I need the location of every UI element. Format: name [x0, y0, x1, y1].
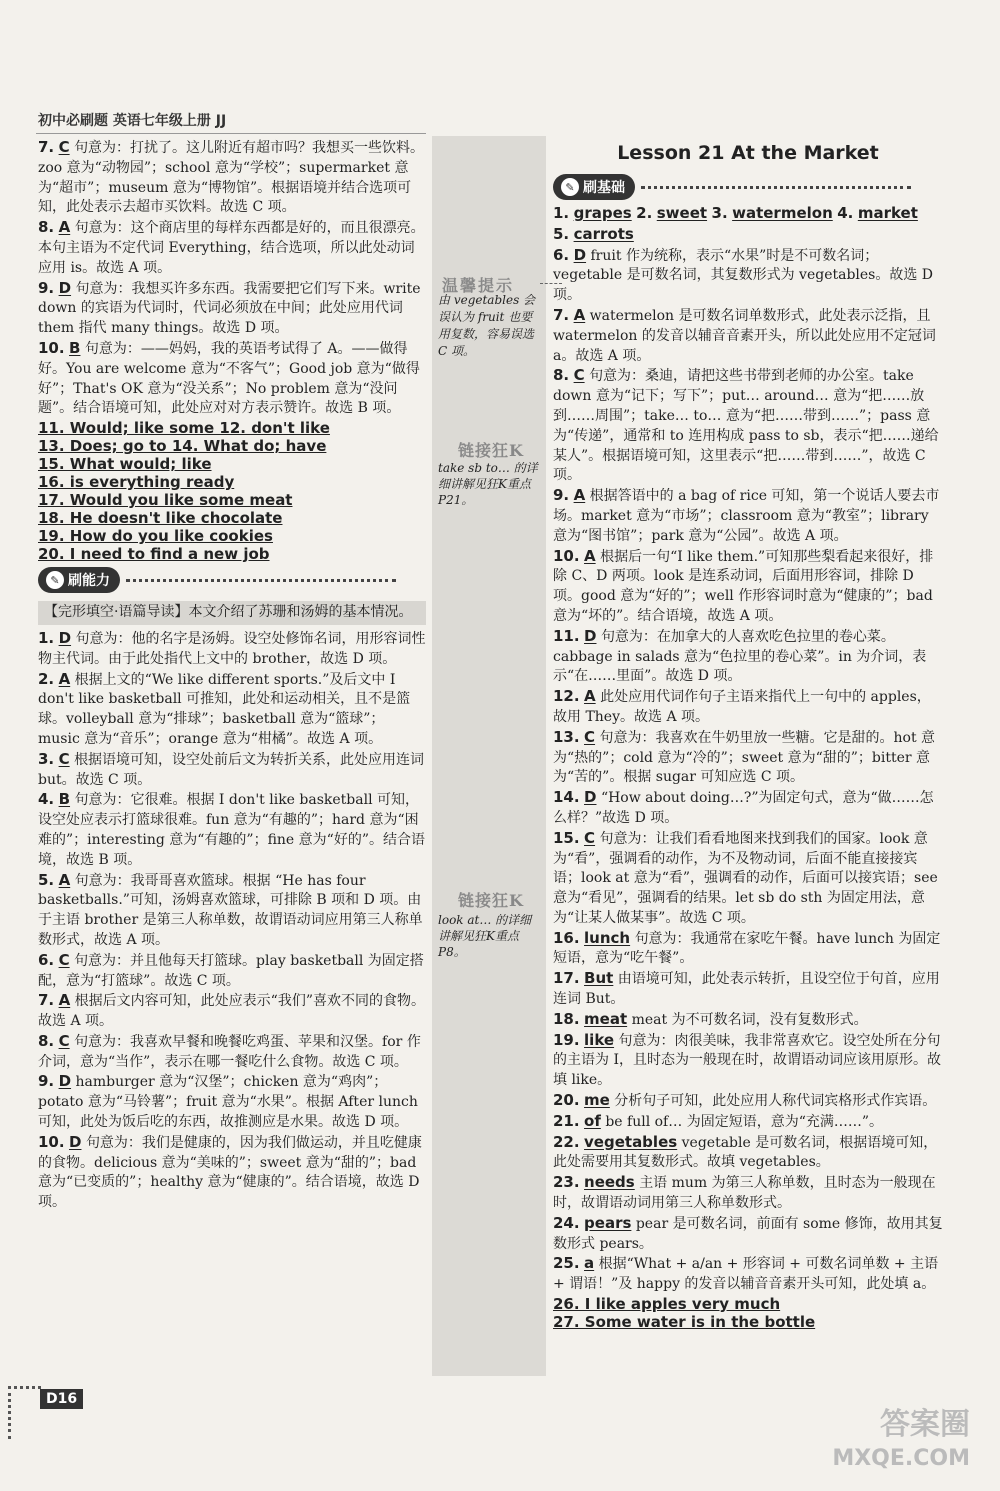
item-explanation: 句意为：——妈妈，我的英语考试得了 A。——做得好。You are welcome 意为“不客气”；Good job 意为“做得好”；That's OK 意为“没关系”；No problem 意为“没问题”。结合语境可知，此处应对对方表示赞许。故选 B 项。: [38, 340, 420, 417]
item-answer: A: [584, 687, 596, 706]
item-number: 9.: [38, 1072, 55, 1091]
watermark-line2: MXQE.COM: [832, 1446, 970, 1471]
item-answer: A: [58, 669, 71, 688]
answer-item: [553, 929, 943, 970]
lesson-title: Lesson 21 At the Market: [617, 142, 879, 164]
badge-label: 刷能力: [68, 573, 110, 590]
answer-item: [553, 306, 943, 366]
item-explanation: 句意为：我通常在家吃午餐。have lunch 为固定短语，意为“吃午餐”。: [553, 930, 941, 967]
item-answer: But: [584, 969, 614, 988]
item-answer: market: [857, 204, 918, 222]
badge-dots: [126, 579, 396, 582]
item-number: 6.: [553, 245, 570, 264]
item-number: 4.: [38, 790, 55, 809]
item-answer: A: [58, 218, 71, 237]
item-number: 7.: [38, 991, 55, 1010]
item-explanation: 句意为：他的名字是汤姆。设空处修饰名词，用形容词性物主代词。由于此处指代上文中的 brother，故选 D 项。: [38, 630, 426, 667]
item-number: 9.: [38, 278, 55, 297]
answer-item: [38, 1032, 426, 1073]
answer-item: [553, 366, 943, 486]
item-answer: meat: [584, 1009, 628, 1028]
item-answer: A: [58, 870, 71, 889]
item-number: 7.: [38, 138, 55, 156]
item-number: 21.: [553, 1111, 580, 1130]
answer-item: [553, 687, 943, 728]
item-answer: A: [58, 991, 71, 1010]
left-answers-b: [38, 629, 426, 1213]
item-number: 1.: [38, 628, 55, 647]
answer-item: [38, 790, 426, 870]
watermark-line1: 答案圈: [880, 1407, 970, 1442]
item-answer: pears: [584, 1213, 632, 1232]
item-number: 24.: [553, 1213, 580, 1232]
left-column: [38, 138, 426, 1213]
item-answer: a: [584, 1254, 595, 1273]
item-number: 8.: [38, 1031, 55, 1050]
answer-item: [553, 1173, 943, 1214]
item-answer: D: [584, 626, 597, 645]
item-answer: B: [69, 338, 81, 357]
fill-answer: [38, 545, 426, 563]
item-number: 16.: [553, 928, 580, 947]
item-explanation: hamburger 意为“汉堡”；chicken 意为“鸡肉”；potato 意为“马铃薯”；fruit 意为“水果”。根据 After lunch 可知，此处为饭后吃的东西，故推测应是水果。故选 D 项。: [38, 1074, 418, 1131]
header-rule: [36, 133, 426, 134]
item-explanation: 根据后文内容可知，此处应表示“我们”喜欢不同的食物。故选 A 项。: [38, 993, 425, 1030]
right-column: [553, 138, 943, 1331]
item-explanation: vegetable 是可数名词，根据语境可知，此处需要用其复数形式。故填 vegetables。: [553, 1134, 938, 1171]
item-explanation: 根据语境可知，设空处前后文为转折关系，此处应用连词 but。故选 C 项。: [38, 751, 425, 788]
answer-item: [553, 1010, 943, 1031]
page-number: D16: [40, 1389, 83, 1409]
answer-item: [553, 627, 943, 687]
item-explanation: 根据后一句“I like them.”可知那些梨看起来很好，排除 C、D 两项。look 是连系动词，后面用形容词，排除 D 项。good 意为“好的”；well 作形容词时意为“健康的”；bad 意为“坏的”。结合语境，故选 A 项。: [553, 548, 934, 624]
item-answer: D: [58, 278, 72, 297]
answer-item: [553, 1133, 943, 1174]
tip-title: 温馨提示: [442, 276, 515, 295]
link-title-2: 链接狂K: [458, 891, 524, 910]
link-text-2: look at… 的详细讲解见狂K重点 P8。: [438, 913, 532, 959]
answer-item: [553, 1254, 943, 1295]
answer-item: [553, 728, 943, 788]
item-number: 5.: [553, 224, 570, 243]
item-answer: D: [573, 245, 587, 264]
item-number: 10.: [38, 338, 65, 357]
badge-label: 刷基础: [583, 180, 625, 196]
section-badge-ability: [38, 567, 396, 593]
item-number: 19.: [553, 1030, 580, 1049]
fill-answer: [38, 419, 426, 437]
item-number: 10.: [553, 546, 580, 565]
item-explanation: 根据上文的“We like different sports.”及后文中 I don't like basketball 可推知，此处和运动相关，且不是篮球。volleyball 意为“排球”；basketball 意为“篮球”；music 意为“音乐”；orange 意为“柑橘”。故选 A 项。: [38, 671, 411, 747]
fill-answer-text: 27. Some water is in the bottle: [553, 1313, 816, 1332]
fill-answer-text: 13. Does; go to 14. What do; have: [38, 437, 327, 456]
right-answers-b: [553, 929, 943, 1295]
item-answer: D: [58, 628, 72, 647]
answer-item: [38, 218, 426, 278]
item-explanation: fruit 作为统称，表示“水果”时是不可数名词；vegetable 是可数名词，其复数形式为 vegetables。故选 D 项。: [553, 247, 934, 304]
fill-line-1: [553, 204, 943, 225]
answer-item: [553, 486, 943, 546]
badge-pill: [553, 174, 635, 200]
item-answer: D: [58, 1072, 72, 1091]
answer-item: [38, 339, 426, 419]
answer-item: [553, 547, 943, 627]
item-number: 8.: [553, 366, 570, 385]
answer-item: [38, 871, 426, 951]
book-icon: ✎: [561, 178, 579, 196]
link-title-1: 链接狂K: [458, 441, 524, 460]
fill-answer-text: 26. I like apples very much: [553, 1295, 781, 1314]
item-number: 3.: [711, 204, 728, 222]
item-number: 4.: [837, 204, 854, 222]
answer-item: [553, 1031, 943, 1091]
item-answer: of: [584, 1111, 601, 1130]
fill-answer-text: 19. How do you like cookies: [38, 527, 273, 546]
answer-item: [38, 279, 426, 339]
item-explanation: 句意为：我喜欢早餐和晚餐吃鸡蛋、苹果和汉堡。for 作介词，意为“当作”，表示在哪一餐吃什么食物。故选 C 项。: [38, 1033, 421, 1070]
item-number: 2.: [38, 669, 55, 688]
item-answer: needs: [584, 1173, 635, 1192]
answer-item: [38, 629, 426, 670]
item-answer: C: [584, 727, 596, 746]
item-answer: A: [584, 546, 596, 565]
fill-answer: [38, 473, 426, 491]
item-explanation: meat 为不可数名词，没有复数形式。: [631, 1011, 868, 1028]
answer-item: [553, 969, 943, 1010]
item-answer: B: [58, 790, 71, 809]
answer-item: [38, 1133, 426, 1213]
item-answer: A: [573, 486, 586, 505]
item-answer: like: [584, 1030, 615, 1049]
item-answer: grapes: [573, 204, 632, 222]
item-answer: D: [584, 788, 597, 807]
item-answer: watermelon: [732, 204, 833, 222]
item-explanation: 句意为：我哥哥喜欢篮球。根据 “He has four basketballs.”可知，汤姆喜欢篮球，可排除 B 项和 D 项。由于主语 brother 是第三人称单数，故谓语动词应用第三人称单数形式，故选 A 项。: [38, 872, 423, 948]
item-number: 12.: [553, 687, 580, 706]
reading-intro: 【完形填空·语篇导读】本文介绍了苏珊和汤姆的基本情况。: [38, 601, 426, 625]
item-number: 9.: [553, 486, 570, 505]
item-number: 18.: [553, 1009, 580, 1028]
item-number: 6.: [38, 950, 55, 969]
item-number: 3.: [38, 749, 55, 768]
item-number: 1.: [553, 204, 570, 222]
item-answer: C: [58, 749, 70, 768]
item-explanation: “How about doing…?”为固定句式，意为“做……怎么样？”故选 D 项。: [553, 790, 934, 826]
item-number: 7.: [553, 305, 570, 324]
fill-line-2: [553, 225, 943, 246]
fill-answer-text: 18. He doesn't like chocolate: [38, 509, 283, 528]
fill-answer: [38, 437, 426, 455]
item-explanation: 句意为：并且他每天打篮球。play basketball 为固定搭配，意为“打篮球”。故选 C 项。: [38, 952, 424, 989]
badge-pill: [38, 567, 120, 593]
tip-text: 由 vegetables 会误认为 fruit 也要用复数，容易误选 C 项。: [438, 293, 536, 358]
item-explanation: 句意为：肉很美味，我非常喜欢它。设空处所在分句的主语为 I，且时态为一般现在时，故谓语动词应该用原形。故填 like。: [553, 1032, 941, 1089]
item-answer: A: [573, 305, 586, 324]
item-number: 25.: [553, 1254, 580, 1273]
answer-item: [38, 991, 426, 1032]
footer-decoration: [8, 1386, 41, 1439]
fill-answer-text: 16. is everything ready: [38, 473, 235, 492]
item-explanation: 句意为：我喜欢在牛奶里放一些糖。它是甜的。hot 意为“热的”；cold 意为“冷的”；sweet 意为“甜的”；bitter 意为“苦的”。根据 sugar 可知应选 C 项。: [553, 729, 936, 786]
right-answers-a: [553, 246, 943, 929]
right-fill-end: [553, 1295, 943, 1331]
fill-answer-text: 17. Would you like some meat: [38, 491, 293, 510]
item-explanation: 根据答语中的 a bag of rice 可知，第一个说话人要去市场。market 意为“市场”；classroom 意为“教室”；library 意为“图书馆”；park 意为“公园”。故选 A 项。: [553, 488, 940, 544]
answer-item: [553, 788, 943, 829]
watermark-logo: [832, 1408, 970, 1476]
running-header: 初中必刷题 英语七年级上册 JJ: [38, 113, 227, 129]
item-explanation: 句意为：我们是健康的，因为我们做运动，并且吃健康的食物。delicious 意为“美味的”；sweet 意为“甜的”；bad 意为“已变质的”；healthy 意为“健康的”。结合语境，故选 D 项。: [38, 1134, 422, 1211]
item-number: 15.: [553, 828, 580, 847]
answer-item: [38, 951, 426, 992]
item-explanation: be full of… 为固定短语，意为“充满……”。: [605, 1113, 884, 1130]
item-answer: sweet: [656, 204, 708, 222]
left-fill-answers: [38, 419, 426, 563]
fill-answer: [38, 527, 426, 545]
fill-answer: [38, 509, 426, 527]
answer-item: [38, 670, 426, 750]
item-answer: C: [58, 1031, 70, 1050]
fill-answer: [553, 1295, 943, 1313]
fill-answer: [553, 1313, 943, 1331]
item-number: 11.: [553, 626, 580, 645]
item-number: 2.: [636, 204, 653, 222]
answer-item: [38, 138, 426, 218]
item-number: 22.: [553, 1132, 580, 1151]
item-answer: C: [58, 138, 70, 156]
fill-answer-text: 15. What would; like: [38, 455, 212, 474]
left-answers-a: [38, 138, 426, 419]
item-number: 10.: [38, 1132, 65, 1151]
section-badge-basic: [553, 174, 911, 200]
item-explanation: 句意为：桑迪，请把这些书带到老师的办公室。take down 意为“记下；写下”；put… around… 意为“把……放到……周围”；take… to… 意为“把……带到……”；pass 意为“传递”，通常和 to 连用构成 pass to sb，表示“把……递给某人”。根据语境可知，这里表示“把……带到……”，故选 C 项。: [553, 368, 939, 484]
fill-answer: [38, 455, 426, 473]
item-explanation: 句意为：让我们看看地图来找到我们的国家。look 意为“看”，强调看的动作，为不及物动词，后面不能直接接宾语；look at 意为“看”，强调看的动作，后面可以接宾语；see 意为“看见”，强调看的结果。let sb do sth 为固定用法，意为“让某人做某事”。故选 C 项。: [553, 830, 938, 926]
item-answer: vegetables: [584, 1132, 678, 1151]
fill-answer: [38, 491, 426, 509]
item-answer: C: [58, 950, 70, 969]
item-answer: lunch: [584, 928, 631, 947]
item-explanation: 根据“What + a/an + 形容词 + 可数名词单数 + 主语 + 谓语！”及 happy 的发音以辅音音素开头可知，此处填 a。: [553, 1256, 939, 1293]
answer-item: [553, 246, 943, 306]
item-number: 17.: [553, 969, 580, 988]
answer-item: [553, 1214, 943, 1255]
link-text-1: take sb to… 的详细讲解见狂K重点 P21。: [438, 461, 538, 507]
item-number: 14.: [553, 788, 580, 807]
item-answer: carrots: [573, 224, 634, 243]
item-number: 8.: [38, 218, 55, 237]
answer-item: [553, 1112, 943, 1133]
item-answer: me: [584, 1091, 610, 1110]
answer-item: [38, 1072, 426, 1132]
item-number: 5.: [38, 870, 55, 889]
item-explanation: 主语 mum 为第三人称单数，且时态为一般现在时，故谓语动词用第三人称单数形式。: [553, 1175, 936, 1212]
badge-dots: [641, 186, 911, 189]
item-number: 23.: [553, 1173, 580, 1192]
item-answer: C: [573, 366, 585, 385]
item-explanation: 分析句子可知，此处应用人称代词宾格形式作宾语。: [614, 1093, 937, 1110]
item-explanation: 句意为：在加拿大的人喜欢吃色拉里的卷心菜。cabbage in salads 意为“色拉里的卷心菜”。in 为介词，表示“在……里面”。故选 D 项。: [553, 628, 927, 685]
item-explanation: 句意为：我想买许多东西。我需要把它们写下来。write down 的宾语为代词时，代词必须放在中间；此处应用代词 them 指代 many things。故选 D 项。: [38, 280, 421, 337]
item-explanation: pear 是可数名词，前面有 some 修饰，故用其复数形式 pears。: [553, 1215, 943, 1252]
item-answer: D: [69, 1132, 82, 1151]
item-explanation: 由语境可知，此处表示转折，且设空位于句首，应用连词 But。: [553, 971, 940, 1008]
item-explanation: 句意为：打扰了。这儿附近有超市吗？我想买一些饮料。zoo 意为“动物园”；school 意为“学校”；supermarket 意为“超市”；museum 意为“博物馆”。根据语境并结合选项可知，此处表示去超市买饮料。故选 C 项。: [38, 140, 425, 216]
book-icon: ✎: [46, 571, 64, 589]
answer-item: [553, 1091, 943, 1112]
item-explanation: 此处应用代词作句子主语来指代上一句中的 apples，故用 They。故选 A 项。: [553, 689, 931, 725]
answer-item: [553, 829, 943, 929]
fill-answer-text: 11. Would; like some 12. don't like: [38, 419, 330, 438]
fill-answer-text: 20. I need to find a new job: [38, 545, 270, 564]
item-explanation: watermelon 是可数名词单数形式，此处表示泛指，且 watermelon 的发音以辅音音素开头，所以此处应用不定冠词 a。故选 A 项。: [553, 307, 936, 364]
item-answer: C: [584, 828, 596, 847]
item-explanation: 句意为：这个商店里的每样东西都是好的，而且很漂亮。本句主语为不定代词 Everything，结合选项，所以此处动词应用 is。故选 A 项。: [38, 220, 425, 276]
item-explanation: 句意为：它很难。根据 I don't like basketball 可知，设空处应表示打篮球很难。fun 意为“有趣的”；hard 意为“困难的”；interesting 意为“有趣的”；fine 意为“好的”。结合语境，故选 B 项。: [38, 792, 425, 868]
item-number: 13.: [553, 727, 580, 746]
answer-item: [38, 750, 426, 791]
item-number: 20.: [553, 1091, 580, 1110]
